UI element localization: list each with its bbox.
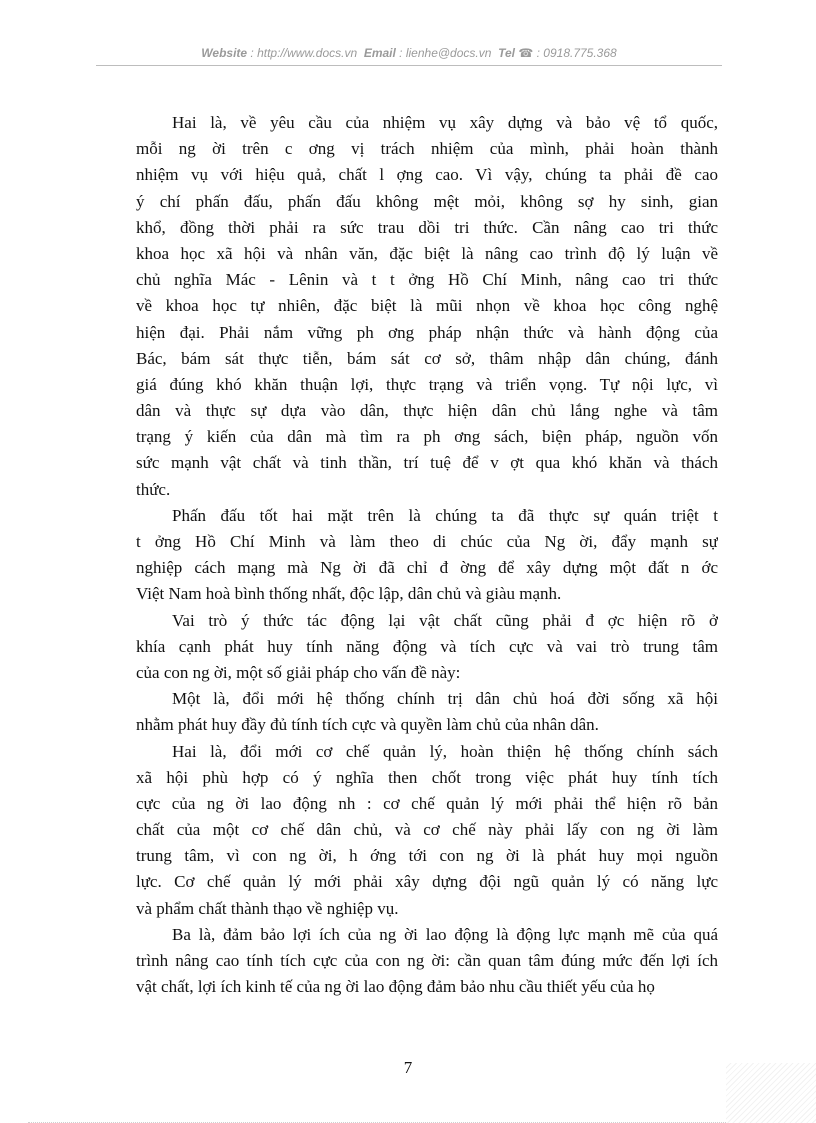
paragraph-line: trạng ý kiến của dân mà tìm ra ph ơng sách, biện pháp, nguồn vốn [136,427,718,447]
website-value: : http://www.docs.vn [250,46,358,60]
paragraph-line: hiện đại. Phải nắm vững ph ơng pháp nhận thức và hành động của [136,322,718,342]
paragraph [136,110,718,503]
paragraph-line: vật chất, lợi ích kinh tế của ng ời lao động đảm bảo nhu cầu thiết yếu của họ [136,977,655,997]
paragraph-line: lực. Cơ chế quản lý mới phải xây dựng đội ngũ quản lý có năng lực [136,872,718,892]
paragraph-line: Phấn đấu tốt hai mặt trên là chúng ta đã thực sự quán triệt t [172,505,718,525]
paragraph-line: Hai là, đổi mới cơ chế quản lý, hoàn thiện hệ thống chính sách [172,741,718,761]
page-header [96,46,722,60]
document-body [136,110,718,1000]
paragraph-line: Việt Nam hoà bình thống nhất, độc lập, dân chủ và giàu mạnh. [136,584,562,604]
page-number: 7 [403,1058,413,1077]
paragraph-line: mỗi ng ời trên c ơng vị trách nhiệm của mình, phải hoàn thành [136,139,718,159]
tel-label: Tel [498,46,515,60]
paragraph-line: chủ nghĩa Mác - Lênin và t t ởng Hồ Chí Minh, nâng cao tri thức [136,270,718,290]
paragraph-line: và phẩm chất thành thạo về nghiệp vụ. [136,898,399,918]
paragraph-line: trình nâng cao tính tích cực của con ng ời: cần quan tâm đúng mức đến lợi ích [136,951,718,970]
header-divider [96,65,722,66]
paragraph-line: giá đúng khó khăn thuận lợi, thực trạng và triển vọng. Tự nội lực, vì [136,374,718,394]
website-label: Website [201,46,248,60]
paragraph-line: t ởng Hồ Chí Minh và làm theo di chúc của Ng ời, đẩy mạnh sự [136,532,718,551]
paragraph [136,608,718,687]
paragraph-line: khoa học xã hội và nhân văn, đặc biệt là nâng cao trình độ lý luận về [136,243,718,263]
paragraph-line: trung tâm, vì con ng ời, h ớng tới con ng ời là phát huy mọi nguồn [136,846,718,866]
paragraph-line: ý chí phấn đấu, phấn đấu không mệt mỏi, không sợ hy sinh, gian [136,191,718,211]
email-value: : lienhe@docs.vn [399,46,492,60]
paragraph-line: Ba là, đảm bảo lợi ích của ng ời lao động là động lực mạnh mẽ của quá [172,924,718,944]
tel-value: : 0918.775.368 [536,46,617,60]
paragraph-line: Hai là, về yêu cầu của nhiệm vụ xây dựng và bảo vệ tổ quốc, [172,113,718,132]
phone-icon: ☎ [518,46,534,60]
paragraph [136,739,718,922]
paragraph-line: xã hội phù hợp có ý nghĩa then chốt trong việc phát huy tính tích [136,767,718,787]
paragraph-line: của con ng ời, một số giải pháp cho vấn đề này: [136,662,461,682]
paragraph-line: khổ, đồng thời phải ra sức trau dồi tri thức. Cần nâng cao tri thức [136,217,718,237]
paragraph-line: sức mạnh vật chất và tinh thần, trí tuệ để v ợt qua khó khăn và thách [136,453,718,473]
paragraph [136,503,718,608]
paragraph-line: dân và thực sự dựa vào dân, thực hiện dân chủ lắng nghe và tâm [136,401,718,421]
paragraph-line: Bác, bám sát thực tiễn, bám sát cơ sở, thâm nhập dân chúng, đánh [136,348,718,368]
paragraph-line: Một là, đổi mới hệ thống chính trị dân chủ hoá đời sống xã hội [172,689,718,709]
paragraph-line: về khoa học tự nhiên, đặc biệt là mũi nhọn về khoa học công nghệ [136,296,718,316]
paragraph-line: nhằm phát huy đầy đủ tính tích cực và quyền làm chủ của nhân dân. [136,715,599,735]
paragraph-line: khía cạnh phát huy tính năng động và tích cực và vai trò trung tâm [136,636,718,656]
corner-watermark [726,1063,816,1123]
paragraph-line: chất của một cơ chế dân chủ, và cơ chế này phải lấy con ng ời làm [136,820,718,840]
paragraph-line: cực của ng ời lao động nh : cơ chế quản lý mới phải thể hiện rõ bản [136,793,718,813]
email-label: Email [363,46,396,60]
paragraph-line: nhiệm vụ với hiệu quả, chất l ợng cao. Vì vậy, chúng ta phải đề cao [136,165,718,185]
paragraph-line: Vai trò ý thức tác động lại vật chất cũng phải đ ợc hiện rõ ở [172,610,718,630]
paragraph [136,686,718,738]
paragraph [136,922,718,1001]
paragraph-line: thức. [136,479,171,499]
paragraph-line: nghiệp cách mạng mà Ng ời đã chỉ đ ờng để xây dựng một đất n ớc [136,558,718,578]
